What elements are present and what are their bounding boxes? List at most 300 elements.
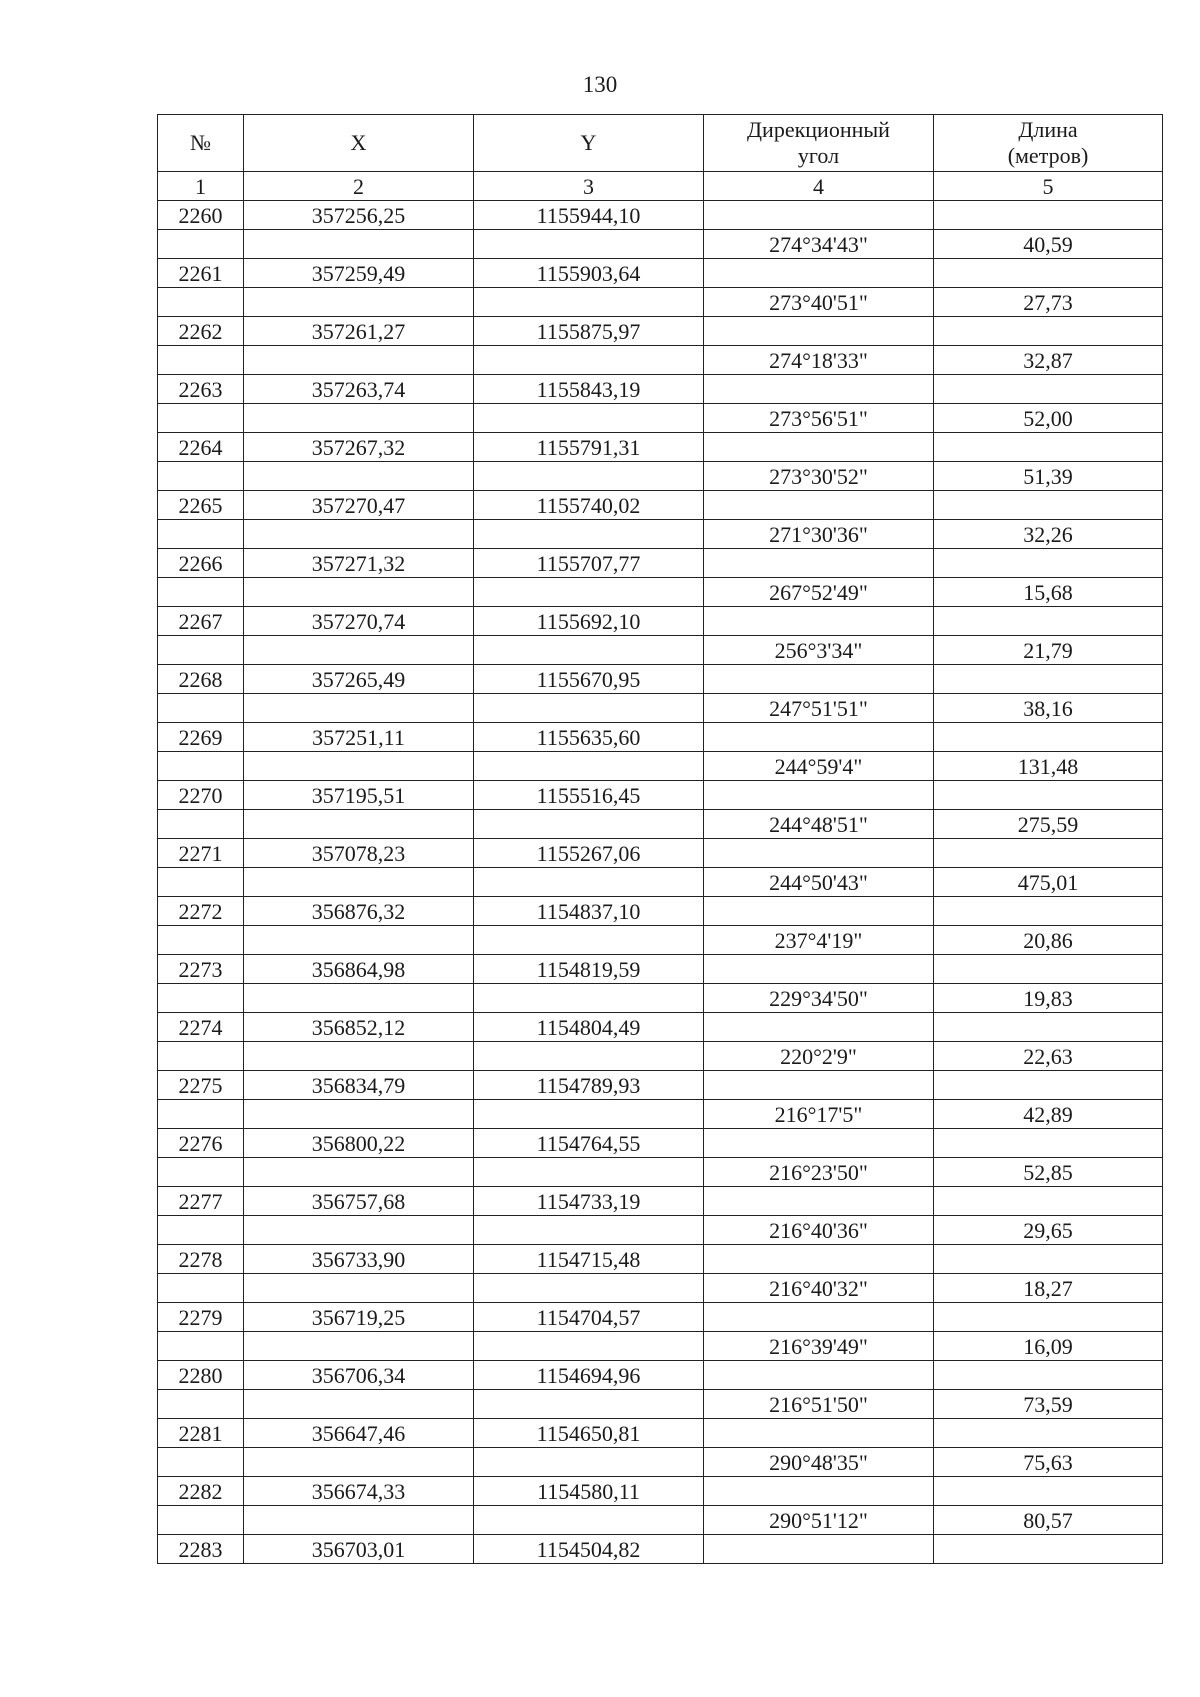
cell-y	[474, 752, 704, 781]
table-row-point	[158, 201, 1163, 230]
cell-y	[474, 926, 704, 955]
cell-point-number	[158, 926, 244, 955]
cell-directional-angle: 216°40'36"	[704, 1216, 934, 1245]
cell-y: 1155707,77	[474, 549, 704, 578]
table-row-segment	[158, 346, 1163, 375]
table-row-point	[158, 1477, 1163, 1506]
cell-y	[474, 810, 704, 839]
cell-x	[244, 288, 474, 317]
table-row-segment	[158, 926, 1163, 955]
table-row-segment	[158, 520, 1163, 549]
cell-x	[244, 346, 474, 375]
cell-y: 1154764,55	[474, 1129, 704, 1158]
cell-point-number: 2262	[158, 317, 244, 346]
cell-point-number	[158, 1100, 244, 1129]
cell-length	[934, 839, 1163, 868]
cell-directional-angle: 237°4'19"	[704, 926, 934, 955]
column-number: 5	[934, 172, 1163, 201]
cell-directional-angle	[704, 433, 934, 462]
cell-point-number	[158, 404, 244, 433]
cell-point-number	[158, 752, 244, 781]
cell-length	[934, 1187, 1163, 1216]
cell-x	[244, 810, 474, 839]
cell-directional-angle	[704, 1419, 934, 1448]
cell-length: 80,57	[934, 1506, 1163, 1535]
table-row-point	[158, 375, 1163, 404]
cell-x	[244, 694, 474, 723]
cell-x: 357270,74	[244, 607, 474, 636]
table-row-segment	[158, 1274, 1163, 1303]
cell-x: 356834,79	[244, 1071, 474, 1100]
cell-point-number	[158, 346, 244, 375]
cell-directional-angle: 271°30'36"	[704, 520, 934, 549]
cell-directional-angle	[704, 201, 934, 230]
cell-y: 1154650,81	[474, 1419, 704, 1448]
cell-y	[474, 1100, 704, 1129]
cell-x: 356706,34	[244, 1361, 474, 1390]
cell-point-number: 2276	[158, 1129, 244, 1158]
cell-x: 357263,74	[244, 375, 474, 404]
cell-directional-angle: 220°2'9"	[704, 1042, 934, 1071]
cell-point-number: 2268	[158, 665, 244, 694]
header-y: Y	[474, 115, 704, 172]
cell-point-number	[158, 462, 244, 491]
cell-x	[244, 1158, 474, 1187]
cell-point-number: 2267	[158, 607, 244, 636]
cell-x: 356647,46	[244, 1419, 474, 1448]
cell-directional-angle	[704, 781, 934, 810]
cell-x: 356876,32	[244, 897, 474, 926]
cell-point-number	[158, 578, 244, 607]
cell-length: 75,63	[934, 1448, 1163, 1477]
cell-directional-angle: 216°40'32"	[704, 1274, 934, 1303]
table-row-segment	[158, 1042, 1163, 1071]
cell-point-number: 2260	[158, 201, 244, 230]
cell-directional-angle: 247°51'51"	[704, 694, 934, 723]
cell-x	[244, 1332, 474, 1361]
cell-point-number: 2263	[158, 375, 244, 404]
cell-length: 15,68	[934, 578, 1163, 607]
cell-point-number	[158, 520, 244, 549]
cell-y	[474, 984, 704, 1013]
cell-directional-angle: 216°17'5"	[704, 1100, 934, 1129]
table-row-point	[158, 317, 1163, 346]
cell-directional-angle: 244°48'51"	[704, 810, 934, 839]
cell-directional-angle	[704, 955, 934, 984]
cell-directional-angle: 244°59'4"	[704, 752, 934, 781]
table-row-point	[158, 491, 1163, 520]
cell-length	[934, 201, 1163, 230]
cell-point-number	[158, 1042, 244, 1071]
cell-point-number	[158, 868, 244, 897]
table-row-point	[158, 259, 1163, 288]
cell-x	[244, 984, 474, 1013]
table-row-point	[158, 1187, 1163, 1216]
column-number: 2	[244, 172, 474, 201]
table-row-segment	[158, 752, 1163, 781]
cell-y	[474, 288, 704, 317]
cell-length: 131,48	[934, 752, 1163, 781]
cell-y: 1154715,48	[474, 1245, 704, 1274]
cell-point-number: 2279	[158, 1303, 244, 1332]
table-header-row	[158, 115, 1163, 172]
cell-y	[474, 868, 704, 897]
cell-y	[474, 578, 704, 607]
cell-length	[934, 1071, 1163, 1100]
table-row-point	[158, 1129, 1163, 1158]
cell-length: 38,16	[934, 694, 1163, 723]
cell-x	[244, 1390, 474, 1419]
cell-x: 356757,68	[244, 1187, 474, 1216]
cell-x: 357195,51	[244, 781, 474, 810]
cell-y	[474, 636, 704, 665]
cell-directional-angle	[704, 839, 934, 868]
cell-point-number: 2272	[158, 897, 244, 926]
cell-point-number	[158, 1390, 244, 1419]
cell-point-number	[158, 1274, 244, 1303]
cell-x	[244, 1448, 474, 1477]
cell-length: 18,27	[934, 1274, 1163, 1303]
cell-x	[244, 1042, 474, 1071]
table-row-point	[158, 1303, 1163, 1332]
cell-point-number	[158, 1216, 244, 1245]
cell-directional-angle	[704, 375, 934, 404]
cell-length: 27,73	[934, 288, 1163, 317]
cell-directional-angle	[704, 259, 934, 288]
table-row-point	[158, 1245, 1163, 1274]
cell-x: 356864,98	[244, 955, 474, 984]
cell-y	[474, 346, 704, 375]
cell-length: 32,26	[934, 520, 1163, 549]
table-row-point	[158, 839, 1163, 868]
cell-y	[474, 1448, 704, 1477]
table-row-segment	[158, 1158, 1163, 1187]
cell-point-number: 2271	[158, 839, 244, 868]
cell-x	[244, 868, 474, 897]
cell-y	[474, 230, 704, 259]
cell-length: 21,79	[934, 636, 1163, 665]
cell-y	[474, 1506, 704, 1535]
cell-directional-angle	[704, 1187, 934, 1216]
cell-point-number	[158, 1448, 244, 1477]
cell-directional-angle: 273°40'51"	[704, 288, 934, 317]
cell-point-number: 2273	[158, 955, 244, 984]
cell-x: 357251,11	[244, 723, 474, 752]
table-row-segment	[158, 1390, 1163, 1419]
cell-directional-angle	[704, 1477, 934, 1506]
cell-length	[934, 1303, 1163, 1332]
cell-length	[934, 665, 1163, 694]
cell-length: 42,89	[934, 1100, 1163, 1129]
cell-directional-angle	[704, 665, 934, 694]
cell-x: 356800,22	[244, 1129, 474, 1158]
cell-x: 356674,33	[244, 1477, 474, 1506]
cell-x: 357271,32	[244, 549, 474, 578]
cell-x	[244, 578, 474, 607]
cell-length: 29,65	[934, 1216, 1163, 1245]
cell-x: 356852,12	[244, 1013, 474, 1042]
cell-y: 1155843,19	[474, 375, 704, 404]
table-row-point	[158, 955, 1163, 984]
cell-y	[474, 694, 704, 723]
cell-directional-angle: 290°48'35"	[704, 1448, 934, 1477]
cell-length: 73,59	[934, 1390, 1163, 1419]
cell-directional-angle: 216°39'49"	[704, 1332, 934, 1361]
cell-y: 1155791,31	[474, 433, 704, 462]
cell-directional-angle: 244°50'43"	[704, 868, 934, 897]
cell-length	[934, 375, 1163, 404]
cell-length: 51,39	[934, 462, 1163, 491]
cell-y: 1154819,59	[474, 955, 704, 984]
cell-point-number: 2274	[158, 1013, 244, 1042]
cell-directional-angle	[704, 317, 934, 346]
cell-y: 1154733,19	[474, 1187, 704, 1216]
cell-y	[474, 404, 704, 433]
cell-length: 475,01	[934, 868, 1163, 897]
header-angle-line1: Дирекционный	[747, 117, 890, 142]
cell-x: 356719,25	[244, 1303, 474, 1332]
cell-y: 1154580,11	[474, 1477, 704, 1506]
cell-x	[244, 1506, 474, 1535]
cell-length	[934, 1129, 1163, 1158]
table-row-point	[158, 549, 1163, 578]
cell-x	[244, 404, 474, 433]
cell-point-number	[158, 636, 244, 665]
cell-point-number	[158, 810, 244, 839]
cell-point-number: 2280	[158, 1361, 244, 1390]
table-row-segment	[158, 230, 1163, 259]
cell-directional-angle	[704, 1361, 934, 1390]
cell-length	[934, 491, 1163, 520]
cell-directional-angle: 216°23'50"	[704, 1158, 934, 1187]
cell-directional-angle	[704, 607, 934, 636]
table-body	[158, 201, 1163, 1564]
table-row-segment	[158, 694, 1163, 723]
cell-x: 356703,01	[244, 1535, 474, 1564]
cell-point-number: 2264	[158, 433, 244, 462]
cell-length: 16,09	[934, 1332, 1163, 1361]
cell-directional-angle: 229°34'50"	[704, 984, 934, 1013]
cell-directional-angle	[704, 1535, 934, 1564]
column-number: 3	[474, 172, 704, 201]
cell-length	[934, 259, 1163, 288]
cell-x	[244, 462, 474, 491]
cell-y: 1154789,93	[474, 1071, 704, 1100]
cell-y: 1155516,45	[474, 781, 704, 810]
table-row-point	[158, 781, 1163, 810]
table-row-point	[158, 1535, 1163, 1564]
cell-x: 356733,90	[244, 1245, 474, 1274]
cell-x: 357078,23	[244, 839, 474, 868]
cell-point-number	[158, 1506, 244, 1535]
cell-y	[474, 1390, 704, 1419]
table-row-segment	[158, 404, 1163, 433]
header-length-line1: Длина	[1018, 117, 1078, 142]
cell-point-number: 2265	[158, 491, 244, 520]
cell-directional-angle	[704, 549, 934, 578]
column-number: 1	[158, 172, 244, 201]
cell-x	[244, 752, 474, 781]
cell-y	[474, 1158, 704, 1187]
header-length	[934, 115, 1163, 172]
cell-x: 357259,49	[244, 259, 474, 288]
cell-y: 1155740,02	[474, 491, 704, 520]
cell-y: 1155692,10	[474, 607, 704, 636]
cell-directional-angle: 216°51'50"	[704, 1390, 934, 1419]
coordinates-table	[157, 114, 1163, 1564]
cell-x	[244, 520, 474, 549]
cell-point-number	[158, 984, 244, 1013]
table-row-segment	[158, 868, 1163, 897]
table-row-segment	[158, 1506, 1163, 1535]
cell-length	[934, 955, 1163, 984]
cell-length	[934, 607, 1163, 636]
cell-x	[244, 230, 474, 259]
cell-length: 275,59	[934, 810, 1163, 839]
cell-length: 32,87	[934, 346, 1163, 375]
cell-point-number	[158, 694, 244, 723]
table-row-segment	[158, 810, 1163, 839]
cell-x: 357270,47	[244, 491, 474, 520]
cell-length	[934, 1013, 1163, 1042]
table-row-segment	[158, 1332, 1163, 1361]
cell-directional-angle: 267°52'49"	[704, 578, 934, 607]
cell-directional-angle: 256°3'34"	[704, 636, 934, 665]
cell-point-number: 2282	[158, 1477, 244, 1506]
table-row-point	[158, 1071, 1163, 1100]
cell-x: 357261,27	[244, 317, 474, 346]
cell-directional-angle: 290°51'12"	[704, 1506, 934, 1535]
table-row-segment	[158, 1448, 1163, 1477]
cell-x	[244, 636, 474, 665]
cell-length	[934, 549, 1163, 578]
column-number: 4	[704, 172, 934, 201]
cell-x: 357265,49	[244, 665, 474, 694]
cell-y: 1154704,57	[474, 1303, 704, 1332]
cell-y	[474, 462, 704, 491]
page-number: 130	[582, 72, 618, 97]
table-row-segment	[158, 1100, 1163, 1129]
header-length-line2: (метров)	[1007, 143, 1089, 168]
cell-x: 357267,32	[244, 433, 474, 462]
table-row-point	[158, 723, 1163, 752]
cell-y: 1155267,06	[474, 839, 704, 868]
cell-point-number	[158, 288, 244, 317]
cell-length	[934, 317, 1163, 346]
table-row-point	[158, 607, 1163, 636]
cell-point-number: 2270	[158, 781, 244, 810]
cell-directional-angle	[704, 897, 934, 926]
cell-directional-angle: 274°34'43"	[704, 230, 934, 259]
table-row-point	[158, 1419, 1163, 1448]
table-row-point	[158, 897, 1163, 926]
cell-y	[474, 1274, 704, 1303]
table-row-point	[158, 665, 1163, 694]
cell-point-number: 2275	[158, 1071, 244, 1100]
cell-length	[934, 433, 1163, 462]
table-row-point	[158, 1013, 1163, 1042]
column-number-row	[158, 172, 1163, 201]
cell-length	[934, 723, 1163, 752]
cell-x	[244, 926, 474, 955]
cell-point-number: 2277	[158, 1187, 244, 1216]
table-row-point	[158, 1361, 1163, 1390]
cell-y: 1154837,10	[474, 897, 704, 926]
cell-y: 1155875,97	[474, 317, 704, 346]
header-x: X	[244, 115, 474, 172]
table-row-segment	[158, 1216, 1163, 1245]
cell-directional-angle: 273°30'52"	[704, 462, 934, 491]
cell-length	[934, 1535, 1163, 1564]
cell-directional-angle	[704, 1013, 934, 1042]
cell-directional-angle: 274°18'33"	[704, 346, 934, 375]
cell-directional-angle	[704, 1245, 934, 1274]
cell-length: 52,00	[934, 404, 1163, 433]
header-angle-line2: угол	[797, 143, 840, 168]
cell-point-number: 2266	[158, 549, 244, 578]
header-no: №	[158, 115, 244, 172]
cell-point-number	[158, 230, 244, 259]
cell-length	[934, 781, 1163, 810]
cell-directional-angle: 273°56'51"	[704, 404, 934, 433]
cell-y	[474, 1216, 704, 1245]
cell-length: 20,86	[934, 926, 1163, 955]
cell-directional-angle	[704, 491, 934, 520]
cell-x: 357256,25	[244, 201, 474, 230]
cell-length	[934, 1477, 1163, 1506]
cell-length: 19,83	[934, 984, 1163, 1013]
table-row-point	[158, 433, 1163, 462]
cell-point-number: 2261	[158, 259, 244, 288]
cell-y: 1154504,82	[474, 1535, 704, 1564]
table-row-segment	[158, 984, 1163, 1013]
cell-length: 40,59	[934, 230, 1163, 259]
cell-length	[934, 1245, 1163, 1274]
cell-y	[474, 1332, 704, 1361]
cell-x	[244, 1100, 474, 1129]
cell-y	[474, 520, 704, 549]
cell-x	[244, 1274, 474, 1303]
cell-length: 22,63	[934, 1042, 1163, 1071]
table-row-segment	[158, 578, 1163, 607]
cell-point-number: 2283	[158, 1535, 244, 1564]
cell-length	[934, 897, 1163, 926]
cell-x	[244, 1216, 474, 1245]
cell-y	[474, 1042, 704, 1071]
cell-length	[934, 1361, 1163, 1390]
cell-y: 1154694,96	[474, 1361, 704, 1390]
header-angle	[704, 115, 934, 172]
cell-point-number: 2278	[158, 1245, 244, 1274]
cell-point-number: 2281	[158, 1419, 244, 1448]
cell-directional-angle	[704, 1129, 934, 1158]
cell-point-number: 2269	[158, 723, 244, 752]
cell-y: 1155903,64	[474, 259, 704, 288]
cell-directional-angle	[704, 1071, 934, 1100]
table-row-segment	[158, 636, 1163, 665]
cell-length: 52,85	[934, 1158, 1163, 1187]
cell-length	[934, 1419, 1163, 1448]
cell-y: 1155670,95	[474, 665, 704, 694]
table-row-segment	[158, 288, 1163, 317]
cell-y: 1155635,60	[474, 723, 704, 752]
cell-point-number	[158, 1332, 244, 1361]
cell-directional-angle	[704, 723, 934, 752]
cell-directional-angle	[704, 1303, 934, 1332]
cell-point-number	[158, 1158, 244, 1187]
cell-y: 1154804,49	[474, 1013, 704, 1042]
cell-y: 1155944,10	[474, 201, 704, 230]
